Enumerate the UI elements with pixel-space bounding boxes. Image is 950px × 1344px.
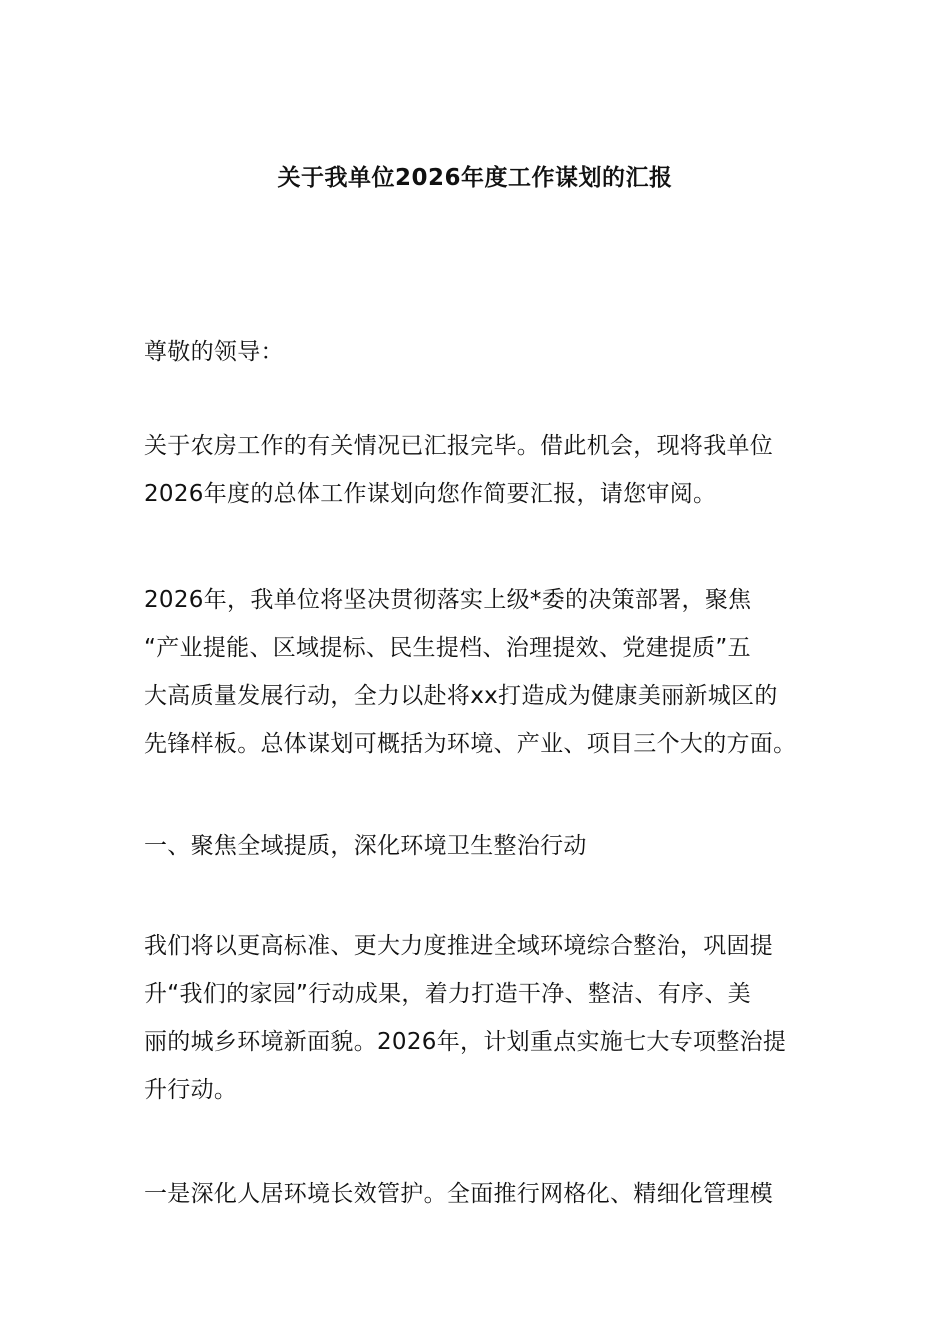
section1-body-line-4: 升行动。 <box>144 1077 238 1103</box>
salutation <box>144 328 810 376</box>
document-title: 关于我单位2026年度工作谋划的汇报 <box>277 165 673 191</box>
section1-body-line-3: 丽的城乡环境新面貌。2026年，计划重点实施七大专项整治提 <box>144 1029 787 1055</box>
overview-paragraph <box>144 576 810 768</box>
item1-line-1: 一是深化人居环境长效管护。全面推行网格化、精细化管理模 <box>144 1181 774 1207</box>
section1-heading-line: 一、聚焦全域提质，深化环境卫生整治行动 <box>144 833 587 859</box>
section1-heading <box>144 822 810 870</box>
overview-line-4: 先锋样板。总体谋划可概括为环境、产业、项目三个大的方面。 <box>144 731 797 757</box>
overview-line-3: 大高质量发展行动，全力以赴将xx打造成为健康美丽新城区的 <box>144 683 778 709</box>
section1-body-paragraph <box>144 922 810 1114</box>
intro-line-1: 关于农房工作的有关情况已汇报完毕。借此机会，现将我单位 <box>144 433 774 459</box>
salutation-line: 尊敬的领导： <box>144 339 284 365</box>
overview-line-1: 2026年，我单位将坚决贯彻落实上级*委的决策部署，聚焦 <box>144 587 752 613</box>
overview-line-2: “产业提能、区域提标、民生提档、治理提效、党建提质”五 <box>144 635 751 661</box>
intro-line-2: 2026年度的总体工作谋划向您作简要汇报，请您审阅。 <box>144 481 717 507</box>
intro-paragraph <box>144 422 810 518</box>
item1-paragraph <box>144 1170 810 1218</box>
section1-body-line-1: 我们将以更高标准、更大力度推进全域环境综合整治，巩固提 <box>144 933 774 959</box>
section1-body-line-2: 升“我们的家园”行动成果，着力打造干净、整洁、有序、美 <box>144 981 751 1007</box>
